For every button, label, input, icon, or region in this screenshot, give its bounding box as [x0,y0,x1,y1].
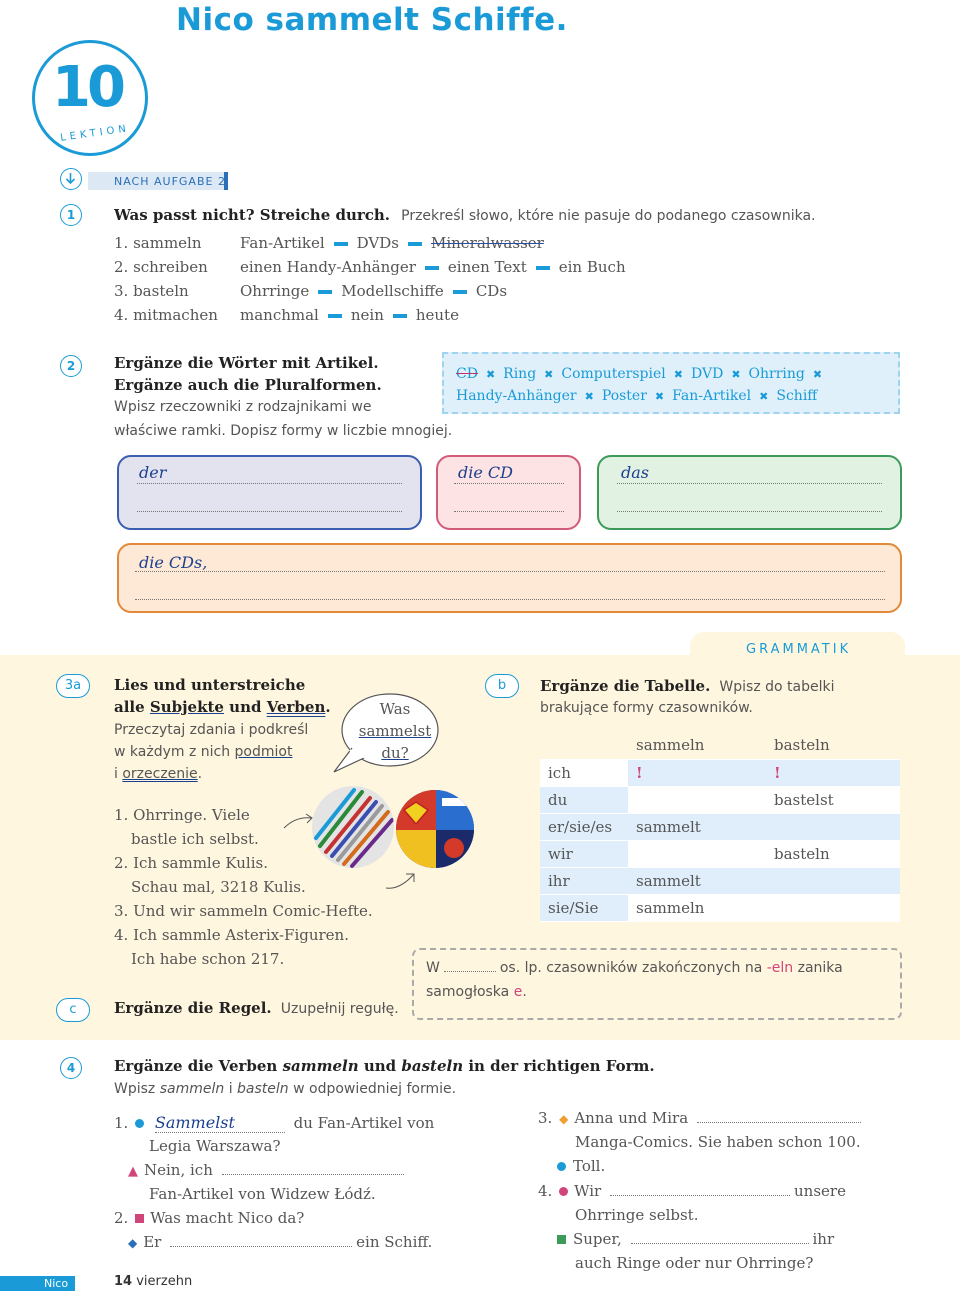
text: Wir [574,1182,602,1200]
word[interactable]: CDs [475,282,508,300]
write-line[interactable] [454,483,564,484]
table-row [540,759,900,786]
table-cell[interactable] [628,840,766,867]
text: w odpowiedniej formie. [288,1081,457,1097]
write-line[interactable] [170,1246,352,1247]
table-cell[interactable]: sammelt [628,867,766,894]
frame-label: der [139,463,167,482]
text: Toll. [573,1157,606,1175]
pens-photo [312,786,394,868]
table-cell[interactable]: sammelt [628,813,766,840]
table-row [540,786,900,813]
list-item: Schau mal, 3218 Kulis. [131,878,306,896]
word[interactable]: Modellschiffe [341,282,444,300]
dash-icon [425,266,439,270]
word[interactable]: nein [350,306,384,324]
table-cell: sie/Sie [540,894,628,921]
exercise-title: Ergänze die Wörter mit Artikel. [114,354,379,372]
text: ihr [812,1230,835,1248]
write-line[interactable] [444,971,496,972]
list-item: bastle ich selbst. [131,830,259,848]
exercise-title [114,698,331,716]
cross-icon: ✖ [759,390,769,403]
exercise-subtitle [114,766,202,782]
word[interactable]: manchmal [240,306,319,324]
circle-icon [557,1162,566,1171]
table-cell[interactable]: basteln [766,840,900,867]
dialogue-line [557,1157,605,1175]
word[interactable]: DVDs [356,234,399,252]
frame-label: die CD [458,463,513,482]
table-cell[interactable]: ! [628,759,766,786]
write-line[interactable] [631,1243,809,1244]
der-frame[interactable] [117,455,422,530]
text: i [224,1081,238,1097]
circle-icon [559,1187,568,1196]
die-frame[interactable] [436,455,581,530]
table-row [540,867,900,894]
rule-line [426,984,527,1000]
text: Subjekte [149,698,224,716]
dialogue-line [114,1209,304,1227]
text: Was [379,700,411,718]
table-cell[interactable]: ! [766,759,900,786]
text: . [325,698,331,716]
grammatik-label: GRAMMATIK [746,642,852,657]
text: in der richtigen Form. [463,1057,655,1075]
dialogue-line [557,1230,834,1248]
exercise-subtitle: właściwe ramki. Dopisz formy w liczbie mnogiej. [114,423,453,439]
list-item: 1. Ohrringe. Viele [114,806,250,824]
dash-icon [536,266,550,270]
diamond-icon: ◆ [128,1236,138,1250]
text: Anna und Mira [574,1109,689,1127]
exercise-number: b [485,674,519,698]
square-icon [557,1235,566,1244]
table-cell[interactable] [766,894,900,921]
text: Nein, ich [144,1161,213,1179]
write-line[interactable] [610,1195,790,1196]
triangle-icon: ▲ [128,1164,138,1179]
exercise-title: Lies und unterstreiche [114,676,306,694]
exercise-subtitle: Przeczytaj zdania i podkreśl [114,722,309,738]
diamond-icon: ◆ [559,1112,569,1126]
exercise-3b-heading [540,676,835,695]
word[interactable]: einen Handy-Anhänger [240,258,416,276]
text: du Fan-Artikel von [293,1114,435,1132]
text: alle [114,698,150,716]
text: orzeczenie [122,766,198,782]
frame-label: das [621,463,649,482]
table-row [540,894,900,921]
word-chip[interactable]: Ring [503,366,537,382]
text: und [223,698,267,716]
text: Wpisz [114,1081,160,1097]
exercise-subtitle: brakujące formy czasowników. [540,700,753,716]
exercise-subtitle: Uzupełnij regułę. [280,1001,399,1017]
exercise-subtitle: Przekreśl słowo, które nie pasuje do podanego czasownika. [401,208,816,224]
answer-field[interactable]: Sammelst [155,1113,285,1133]
text: Super, [573,1230,622,1248]
dialogue-line: Legia Warszawa? [149,1137,281,1155]
word-box-row [456,385,817,404]
arrow-down-icon [60,168,82,190]
dialogue-line [128,1233,432,1251]
dash-icon [328,314,342,318]
verb: 3. basteln [114,282,189,300]
list-item: Ich habe schon 217. [131,950,285,968]
cross-icon: ✖ [584,390,594,403]
table-header: basteln [766,732,900,759]
cross-icon: ✖ [673,368,683,381]
table-row [540,840,900,867]
word-struck[interactable]: Mineralwasser [430,234,544,252]
nach-aufgabe-label: NACH AUFGABE 2 [114,175,226,188]
write-line[interactable] [617,483,882,484]
text: du? [381,744,409,762]
text: 3. [538,1109,553,1127]
list-item: 4. Ich sammle Asterix-Figuren. [114,926,349,944]
table-cell[interactable] [766,813,900,840]
footer-tag: Nico [44,1277,69,1290]
text: . [522,984,527,1000]
table-header: sammeln [628,732,766,759]
verb: 1. sammeln [114,234,202,252]
table-cell: wir [540,840,628,867]
write-line[interactable] [454,511,564,512]
list-item: 2. Ich sammle Kulis. [114,854,268,872]
text: sammeln [159,1081,225,1097]
exercise-subtitle: Wpisz do tabelki [719,679,835,695]
dialogue-line: Ohrringe selbst. [575,1206,699,1224]
word-chip[interactable]: Ohrring [748,366,805,382]
exercise-title: Ergänze die Tabelle. [540,677,711,695]
bubble-text [355,698,435,764]
verb: 2. schreiben [114,258,208,276]
table-row [540,813,900,840]
list-item [114,282,507,300]
word-chip[interactable]: CD [456,366,478,382]
das-frame[interactable] [597,455,902,530]
exercise-subtitle [114,1081,456,1097]
plural-frame[interactable] [117,543,902,613]
dash-icon [393,314,407,318]
text: ein Schiff. [356,1233,433,1251]
list-item [114,306,459,324]
dash-icon [334,242,348,246]
text: Er [143,1233,162,1251]
dialogue-line: Manga-Comics. Sie haben schon 100. [575,1133,861,1151]
comics-photo [396,790,474,868]
cross-icon: ✖ [812,368,823,381]
list-item [114,234,544,252]
word[interactable]: Ohrringe [240,282,310,300]
text: 14 [114,1274,133,1289]
frame-label: die CDs, [139,553,208,572]
exercise-subtitle [114,744,292,760]
arrow-icon [282,812,316,836]
word-chip[interactable]: Fan-Artikel [672,388,752,404]
write-line[interactable] [135,599,885,600]
dialogue-line: auch Ringe oder nur Ohrringe? [575,1254,814,1272]
write-line[interactable] [617,511,882,512]
dash-icon [318,290,332,294]
cross-icon: ✖ [654,390,665,403]
list-item: 3. Und wir sammeln Comic-Hefte. [114,902,373,920]
word[interactable]: heute [415,306,459,324]
word-chip[interactable]: Handy-Anhänger [456,388,577,404]
exercise-1-heading [114,205,815,224]
table-cell: ich [540,759,628,786]
table-header [540,732,628,759]
word[interactable]: Fan-Artikel [240,234,325,252]
table-cell[interactable] [628,786,766,813]
cross-icon: ✖ [544,368,554,381]
word-box [442,352,900,414]
write-line[interactable] [135,571,885,572]
exercise-number: c [56,998,90,1022]
rule-line [426,960,843,976]
text: basteln [401,1057,464,1075]
word-chip[interactable]: Poster [601,388,647,404]
text: und [358,1057,402,1075]
text: w każdym z nich [114,744,235,760]
text: Ergänze die Verben [114,1057,283,1075]
word[interactable]: ein Buch [558,258,626,276]
text: e [513,984,523,1000]
dash-icon [408,242,422,246]
word-chip[interactable]: Computerspiel [561,366,666,382]
lesson-number: 10 [52,55,122,120]
exercise-number: 4 [60,1057,82,1079]
text: 4. [538,1182,553,1200]
exercise-number: 1 [60,204,82,226]
table-cell: er/sie/es [540,813,628,840]
exercise-title [114,1057,655,1075]
exercise-title: Was passt nicht? Streiche durch. [114,206,391,224]
cross-icon: ✖ [485,368,496,381]
dialogue-line [128,1161,404,1179]
text: Verben [266,698,326,716]
dialogue-line: Fan-Artikel von Widzew Łódź. [149,1185,376,1203]
write-line[interactable] [137,511,402,512]
table-cell: ihr [540,867,628,894]
exercise-title: Ergänze die Regel. [114,999,272,1017]
exercise-3c-heading [114,998,399,1017]
word-box-row [456,363,830,382]
table-cell[interactable]: bastelst [766,786,900,813]
word-chip[interactable]: DVD [690,366,724,382]
lesson-label: LEKTION [59,123,131,144]
text: unsere [794,1182,846,1200]
page-number [114,1274,192,1289]
text: vierzehn [136,1274,193,1289]
square-icon [135,1214,144,1223]
text: 2. [114,1209,129,1227]
exercise-number: 2 [60,355,82,377]
text: 1. [114,1114,129,1132]
list-item [114,258,626,276]
circle-icon [135,1119,144,1128]
text: W [426,960,440,976]
text: zanika [793,960,843,976]
text: samogłoska [426,984,514,1000]
text: sammeln [282,1057,359,1075]
arrow-icon [384,868,418,896]
write-line[interactable] [137,483,402,484]
write-line[interactable] [697,1122,861,1123]
verb: 4. mitmachen [114,306,218,324]
dash-icon [453,290,467,294]
table-cell[interactable]: sammeln [628,894,766,921]
text: -eln [766,960,794,976]
cross-icon: ✖ [731,368,741,381]
text: i [114,766,123,782]
text: sammelst [358,722,432,740]
word[interactable]: einen Text [447,258,527,276]
exercise-subtitle: Wpisz rzeczowniki z rodzajnikami we [114,399,372,415]
dialogue-line [114,1113,434,1133]
exercise-title: Ergänze auch die Pluralformen. [114,376,382,394]
table-cell: du [540,786,628,813]
conjugation-table [540,732,900,922]
text: os. lp. czasowników zakończonych na [499,960,767,976]
table-cell[interactable] [766,867,900,894]
text: basteln [237,1081,289,1097]
exercise-number: 3a [56,674,90,698]
text: Was macht Nico da? [150,1209,305,1227]
write-line[interactable] [222,1174,404,1175]
dialogue-line [538,1109,861,1127]
text: . [197,766,203,782]
word-chip[interactable]: Schiff [776,388,818,404]
dialogue-line [538,1182,846,1200]
page-title: Nico sammelt Schiffe. [176,2,568,38]
text: podmiot [234,744,293,760]
